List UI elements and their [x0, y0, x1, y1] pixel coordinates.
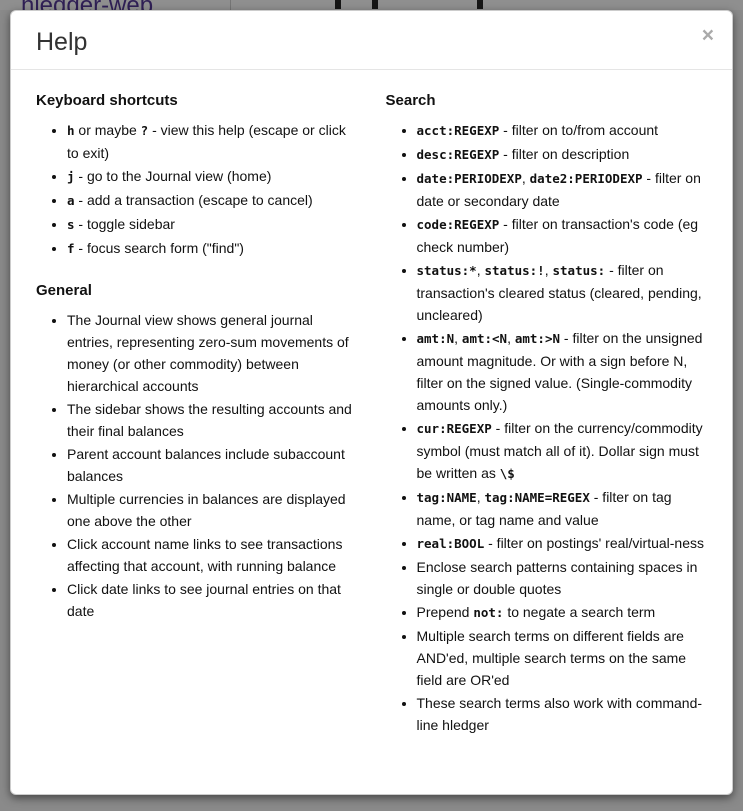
modal-body: [11, 70, 732, 788]
dimmed-navbar: [0, 0, 743, 10]
code-term: real:BOOL: [416, 536, 485, 551]
list-item-text: - view this help (escape or click to exit): [67, 122, 346, 161]
code-term: amt:<N: [461, 331, 508, 346]
list-item-text: Multiple currencies in balances are displayed one above the other: [67, 491, 346, 529]
navbar-divider: [230, 0, 231, 10]
list-item-text: ,: [544, 262, 553, 278]
code-term: status:!: [484, 263, 545, 278]
list-item: [417, 167, 708, 212]
list-item-text: Enclose search patterns containing spaces in single or double quotes: [416, 559, 698, 597]
code-term: h: [67, 123, 75, 138]
code-term: a: [67, 193, 75, 208]
list-item-text: These search terms also work with command-line hledger: [416, 695, 703, 733]
list-item: [417, 143, 708, 166]
list-item-text: - add a transaction (escape to cancel): [74, 192, 313, 208]
list-item-text: or maybe: [74, 122, 141, 138]
list-item: [67, 443, 358, 487]
code-term: s: [67, 217, 75, 232]
section-heading: General: [36, 282, 92, 299]
code-term: tag:NAME=REGEX: [484, 490, 590, 505]
list-item: [417, 486, 708, 531]
page-title-letter-fragment: [372, 0, 378, 9]
section-heading: Search: [385, 92, 436, 109]
help-modal: [10, 10, 733, 795]
list-item: [67, 398, 358, 442]
code-term: cur:REGEXP: [416, 421, 492, 436]
list-item: [417, 625, 708, 691]
list-item-text: - filter on the unsigned amount magnitude. Or with a sign before N, filter on the signed value. (Single-commodity amounts only.): [416, 330, 703, 413]
help-column-left: [36, 90, 358, 758]
list-item-text: - filter on the currency/commodity symbol (must match all of it). Dollar sign must be written as: [416, 420, 703, 481]
bullet-list: [36, 309, 358, 622]
code-term: status:: [552, 263, 606, 278]
list-item: [67, 237, 358, 260]
list-item: [417, 532, 708, 555]
list-item: [417, 601, 708, 624]
list-item-text: - filter on postings' real/virtual-ness: [484, 535, 704, 551]
list-item: [67, 165, 358, 188]
list-item-text: ,: [454, 330, 462, 346]
list-item: [417, 213, 708, 258]
list-item-text: Parent account balances include subaccount balances: [67, 446, 345, 484]
list-item-text: Prepend: [416, 604, 474, 620]
code-term: amt:>N: [514, 331, 561, 346]
code-term: date2:PERIODEXP: [529, 171, 643, 186]
list-item: [67, 533, 358, 577]
code-term: j: [67, 169, 75, 184]
list-item-text: - filter on tag name, or tag name and value: [416, 489, 672, 528]
list-item-text: - filter on to/from account: [499, 122, 659, 138]
code-term: \$: [499, 466, 515, 481]
page-title-letter-fragment: [477, 0, 483, 9]
code-term: ?: [140, 123, 149, 138]
code-term: date:PERIODEXP: [416, 171, 522, 186]
close-icon[interactable]: ×: [701, 24, 714, 47]
list-item: [417, 417, 708, 485]
list-item-text: ,: [507, 330, 515, 346]
help-column-right: [386, 90, 708, 758]
list-item-text: The sidebar shows the resulting accounts and their final balances: [67, 401, 352, 439]
bullet-list: [36, 119, 358, 260]
list-item: [417, 259, 708, 326]
bullet-list: [386, 119, 708, 736]
list-item-text: - focus search form ("find"): [74, 240, 244, 256]
code-term: status:*: [416, 263, 477, 278]
modal-title: Help: [36, 28, 88, 56]
list-item-text: - filter on date or secondary date: [416, 170, 701, 209]
list-item-text: Click account name links to see transactions affecting that account, with running balance: [67, 536, 343, 574]
list-item: [417, 119, 708, 142]
section-heading: Keyboard shortcuts: [36, 92, 178, 109]
list-item-text: - filter on description: [499, 146, 630, 162]
list-item-text: ,: [476, 489, 485, 505]
code-term: not:: [473, 605, 504, 620]
list-item-text: ,: [521, 170, 530, 186]
list-item-text: The Journal view shows general journal entries, representing zero-sum movements of money (or other commodity) between hierarchical accounts: [67, 312, 349, 394]
modal-header: [11, 11, 732, 70]
list-item: [67, 213, 358, 236]
list-item: [67, 189, 358, 212]
list-item-text: - filter on transaction's cleared status (cleared, pending, uncleared): [416, 262, 702, 323]
code-term: acct:REGEXP: [416, 123, 500, 138]
list-item-text: - go to the Journal view (home): [74, 168, 272, 184]
list-item-text: Multiple search terms on different fields are AND'ed, multiple search terms on the same field are OR'ed: [416, 628, 687, 688]
code-term: f: [67, 241, 75, 256]
list-item-text: - filter on transaction's code (eg check number): [416, 216, 699, 255]
list-item: [67, 578, 358, 622]
list-item: [417, 556, 708, 600]
code-term: desc:REGEXP: [416, 147, 500, 162]
page-title-letter-fragment: [335, 0, 341, 9]
list-item: [417, 692, 708, 736]
list-item-text: ,: [476, 262, 485, 278]
code-term: code:REGEXP: [416, 217, 500, 232]
list-item: [67, 309, 358, 397]
list-item: [67, 119, 358, 164]
list-item-text: - toggle sidebar: [74, 216, 175, 232]
list-item: [67, 488, 358, 532]
list-item: [417, 327, 708, 416]
code-term: amt:N: [416, 331, 455, 346]
list-item-text: to negate a search term: [503, 604, 656, 620]
list-item-text: Click date links to see journal entries on that date: [67, 581, 341, 619]
code-term: tag:NAME: [416, 490, 477, 505]
